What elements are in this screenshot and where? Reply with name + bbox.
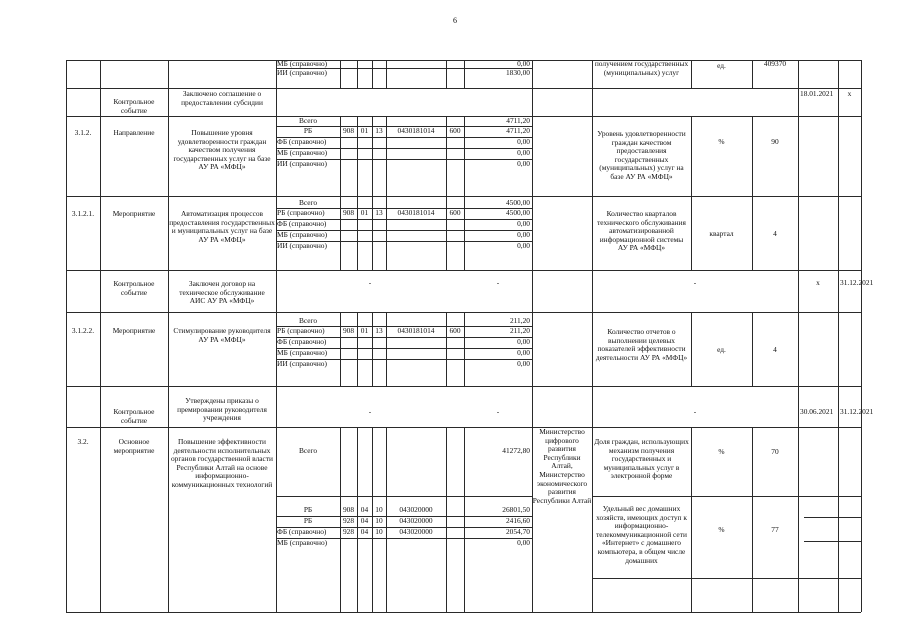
r32-unit2: % xyxy=(718,525,725,534)
ke2-date: 31.12.2021 xyxy=(840,278,874,287)
r3122-ii: ИИ (справочно) xyxy=(277,359,327,368)
r3121-unit: квартал xyxy=(709,229,734,238)
r3121-value: 4 xyxy=(773,229,777,238)
r3122-value: 4 xyxy=(773,345,777,354)
ke1-name: Заключено соглашение о предоставлении субсидии xyxy=(181,89,263,107)
r32-mb: МБ (справочно) xyxy=(277,538,328,547)
r32-rb2-c4: 043020000 xyxy=(399,516,433,525)
ke2-mark: x xyxy=(816,278,820,287)
r32-ind1: Доля граждан, использующих механизм получения государственных и муниципальных услуг в электронной форме xyxy=(594,437,689,481)
r3122-rb: РБ (справочно) xyxy=(277,326,325,335)
r312-mb-val: 0,00 xyxy=(517,148,530,157)
r32-rb2-c1: 928 xyxy=(342,516,355,525)
ke2-type: Контрольное событие xyxy=(113,279,155,297)
ke3-dash1: - xyxy=(368,407,372,416)
r32-executor: Министерство цифрового развития Республики Алтай, Министерство экономического развития Республики Алтай xyxy=(532,427,592,505)
r3122-total: 211,20 xyxy=(509,316,530,325)
r32-name: Повышение эффективности деятельности исполнительных органов государственной власти Республики Алтай на основе информационно-коммуникационных технологий xyxy=(170,437,274,489)
r3121-fb-val: 0,00 xyxy=(517,219,530,228)
r312-rb-val: 4711,20 xyxy=(506,126,530,135)
r3121-rb-val: 4500,00 xyxy=(505,208,530,217)
r312-fb-val: 0,00 xyxy=(517,137,530,146)
ke3-type: Контрольное событие xyxy=(113,407,155,425)
r32-value2: 77 xyxy=(771,525,779,534)
r3121-ii-val: 0,00 xyxy=(517,241,530,250)
r3122-unit: ед. xyxy=(717,345,726,354)
r32-value1: 70 xyxy=(771,447,779,456)
r32-rb2-val: 2416,60 xyxy=(505,516,530,525)
r312-type: Направление xyxy=(113,128,155,137)
ke3-name: Утверждены приказы о премировании руководителя учреждения xyxy=(177,396,267,423)
page-number: 6 xyxy=(453,16,457,25)
r32-fb-c1: 928 xyxy=(342,527,355,536)
r312-unit: % xyxy=(718,137,725,146)
r32-type: Основное мероприятие xyxy=(113,437,155,455)
r3121-ii: ИИ (справочно) xyxy=(277,241,327,250)
r32-rb2: РБ xyxy=(303,516,313,525)
r3121-code4: 0430181014 xyxy=(397,208,435,217)
r3121-mb: МБ (справочно) xyxy=(277,230,328,239)
r3121-mb-val: 0,00 xyxy=(517,230,530,239)
r3121-total: 4500,00 xyxy=(505,198,530,207)
ke1-mark: x xyxy=(847,89,852,98)
r3122-mb: МБ (справочно) xyxy=(277,348,328,357)
r32-total-label: Всего xyxy=(298,446,318,455)
r3121-num: 3.1.2.1. xyxy=(71,209,95,218)
top-src-ii: ИИ (справочно) xyxy=(277,68,327,77)
ke2-dash2: - xyxy=(496,278,500,287)
r32-rb1-c1: 908 xyxy=(342,505,355,514)
r3122-ii-val: 0,00 xyxy=(517,359,530,368)
r32-rb2-c2: 04 xyxy=(360,516,369,525)
r312-mb: МБ (справочно) xyxy=(277,148,328,157)
r3122-code5: 600 xyxy=(449,326,461,335)
r3122-code4: 0430181014 xyxy=(397,326,435,335)
ke2-dash3: - xyxy=(693,278,697,287)
ke1-type: Контрольное событие xyxy=(113,97,155,115)
r3122-total-label: Всего xyxy=(298,316,318,325)
r3121-type: Мероприятие xyxy=(112,209,156,218)
r3121-indicator: Количество кварталов технического обслуживания автоматизированной информационной системы АУ РА «МФЦ» xyxy=(597,209,686,253)
r32-rb1-val: 26801,50 xyxy=(502,505,530,514)
top-val-mb: 0,00 xyxy=(517,59,530,68)
r3122-num: 3.1.2.2. xyxy=(71,326,95,335)
ke3-date2: 31.12.2021 xyxy=(840,407,874,416)
r32-rb1: РБ xyxy=(303,505,313,514)
r312-value: 90 xyxy=(771,137,779,146)
r312-total: 4711,20 xyxy=(506,116,530,125)
r3121-code2: 01 xyxy=(360,208,369,217)
ke3-date1: 30.06.2021 xyxy=(800,407,834,416)
r312-indicator: Уровень удовлетворенности граждан качеством предоставления государственных (муниципальных) услуг на базе АУ РА «МФЦ» xyxy=(597,129,686,181)
r312-name: Повышение уровня удовлетворенности граждан качеством получения государственных услуг на базе АУ РА «МФЦ» xyxy=(173,128,271,172)
r3122-name: Стимулирование руководителя АУ РА «МФЦ» xyxy=(173,326,271,344)
r32-fb: ФБ (справочно) xyxy=(277,527,327,536)
top-unit: ед. xyxy=(717,61,726,70)
r3121-code3: 13 xyxy=(375,208,383,217)
top-value: 409370 xyxy=(763,59,787,68)
r3122-indicator: Количество отчетов о выполнении целевых показателей эффективности деятельности АУ РА «МФЦ» xyxy=(595,327,688,362)
r32-ind2: Удельный вес домашних хозяйств, имеющих доступ к информационно-телекоммуникационной сети «Интернет» с домашнего компьютера, в общем числе домашних xyxy=(596,504,687,565)
ke3-dash3: - xyxy=(693,407,697,416)
r312-total-label: Всего xyxy=(298,116,318,125)
r312-code3: 13 xyxy=(375,126,383,135)
r32-fb-c4: 043020000 xyxy=(399,527,433,536)
r3122-code1: 908 xyxy=(342,326,355,335)
r312-ii-val: 0,00 xyxy=(517,159,530,168)
r3121-fb: ФБ (справочно) xyxy=(277,219,327,228)
r32-fb-val: 2054,70 xyxy=(505,527,530,536)
r32-mb-val: 0,00 xyxy=(517,538,530,547)
r312-code2: 01 xyxy=(360,126,369,135)
r312-code5: 600 xyxy=(449,126,461,135)
r3122-fb-val: 0,00 xyxy=(517,337,530,346)
r32-rb1-c2: 04 xyxy=(360,505,369,514)
r3121-code5: 600 xyxy=(449,208,461,217)
r312-fb: ФБ (справочно) xyxy=(277,137,327,146)
r312-num: 3.1.2. xyxy=(74,128,92,137)
r32-fb-c2: 04 xyxy=(360,527,369,536)
r312-ii: ИИ (справочно) xyxy=(277,159,327,168)
ke1-date: 18.01.2021 xyxy=(800,89,834,98)
ke2-dash1: - xyxy=(368,278,372,287)
r312-code4: 0430181014 xyxy=(397,126,435,135)
r32-rb1-c4: 043020000 xyxy=(399,505,433,514)
ke3-dash2: - xyxy=(496,407,500,416)
r3121-code1: 908 xyxy=(342,208,355,217)
r32-rb2-c3: 10 xyxy=(375,516,383,525)
r312-rb: РБ xyxy=(303,126,313,135)
r32-fb-c3: 10 xyxy=(375,527,383,536)
r3122-rb-val: 211,20 xyxy=(509,326,530,335)
r32-unit1: % xyxy=(718,447,725,456)
top-src-mb: МБ (справочно) xyxy=(277,59,328,68)
r3122-code2: 01 xyxy=(360,326,369,335)
ke2-name: Заключен договор на техническое обслуживание АИС АУ РА «МФЦ» xyxy=(179,279,265,306)
r32-total: 41272,80 xyxy=(502,446,530,455)
r3122-type: Мероприятие xyxy=(112,326,156,335)
top-val-ii: 1830,00 xyxy=(505,68,530,77)
r3122-code3: 13 xyxy=(375,326,383,335)
r32-rb1-c3: 10 xyxy=(375,505,383,514)
r32-num: 3.2. xyxy=(77,437,89,446)
r3122-fb: ФБ (справочно) xyxy=(277,337,327,346)
top-indicator: получением государственных (муниципальных) услуг xyxy=(594,59,689,77)
r3121-rb: РБ (справочно) xyxy=(277,208,325,217)
r312-code1: 908 xyxy=(342,126,355,135)
r3122-mb-val: 0,00 xyxy=(517,348,530,357)
r3121-name: Автоматизация процессов предоставления государственных и муниципальных услуг на базе АУ РА «МФЦ» xyxy=(169,209,275,244)
r3121-total-label: Всего xyxy=(298,198,318,207)
